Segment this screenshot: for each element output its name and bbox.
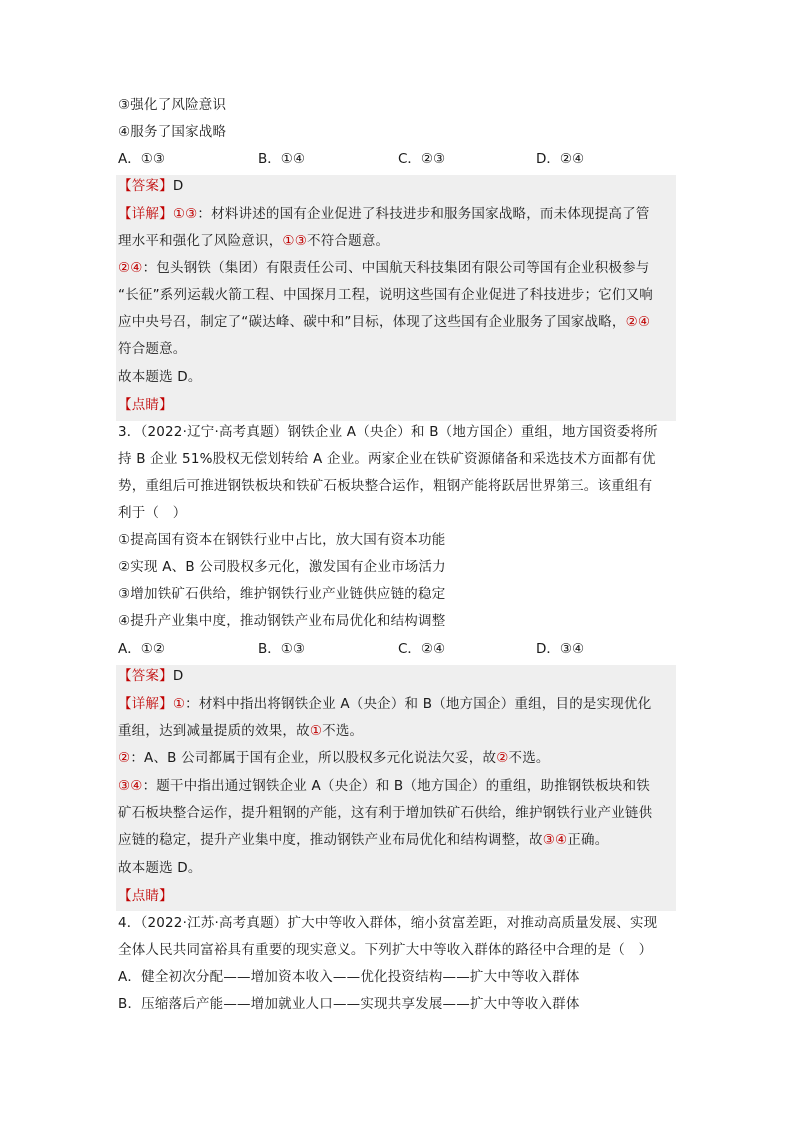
- detail-label: 【详解】: [118, 206, 173, 222]
- q4-stem-line-1: 4．（2022·江苏·高考真题）扩大中等收入群体，缩小贫富差距，对推动高质量发展、实现: [118, 915, 658, 931]
- answer-value: D: [172, 668, 184, 684]
- q3-item-1: ①提高国有资本在钢铁行业中占比，放大国有资本功能: [118, 532, 446, 548]
- q3-detail-line-5: 矿石板块整合运作，提升粗钢的产能，这有利于增加铁矿石供给，维护钢铁行业产业链供: [118, 805, 653, 821]
- q3-option-c: C．②④: [398, 641, 446, 657]
- q2-item-4: ④服务了国家战略: [118, 124, 227, 140]
- q2-detail-line-2: 理水平和强化了风险意识，①③不符合题意。: [118, 233, 390, 249]
- q3-detail-line-6: 应链的稳定，提升产业集中度，推动钢铁产业布局优化和结构调整，故③④正确。: [118, 832, 609, 848]
- q3-detail-line-4: ③④：题干中指出通过钢铁企业 A（央企）和 B（地方国企）的重组，助推钢铁板块和铁: [118, 778, 650, 794]
- q2-detail-line-5: 应中央号召，制定了“碳达峰、碳中和”目标，体现了这些国有企业服务了国家战略，②④: [118, 314, 651, 330]
- q2-answer: [118, 176, 183, 196]
- q2-option-d: D．②④: [536, 151, 585, 167]
- detail-label: 【详解】: [118, 696, 173, 712]
- answer-label: 【答案】: [118, 178, 173, 194]
- q3-option-b: B．①③: [258, 641, 305, 657]
- q3-stem-line-1: 3．（2022·辽宁·高考真题）钢铁企业 A（央企）和 B（地方国企）重组，地方国资委将所: [118, 424, 658, 440]
- q3-item-4: ④提升产业集中度，推动钢铁产业布局优化和结构调整: [118, 613, 446, 629]
- q2-comment-label: 【点睛】: [118, 397, 173, 413]
- q2-detail-line-1: 【详解】①③：材料讲述的国有企业促进了科技进步和服务国家战略，而未体现提高了管: [118, 206, 650, 222]
- q3-comment-label: 【点睛】: [118, 888, 173, 904]
- q3-conclusion: 故本题选 D。: [118, 860, 202, 876]
- detail-refs: ①③: [172, 206, 198, 222]
- q2-conclusion: 故本题选 D。: [118, 369, 202, 385]
- q4-stem-line-2: 全体人民共同富裕具有重要的现实意义。下列扩大中等收入群体的路径中合理的是（ ）: [118, 942, 653, 958]
- q2-detail-line-3: ②④：包头钢铁（集团）有限责任公司、中国航天科技集团有限公司等国有企业积极参与: [118, 260, 650, 276]
- q2-item-3: ③强化了风险意识: [118, 97, 227, 113]
- q3-stem-line-4: 利于（ ）: [118, 505, 187, 521]
- answer-label: 【答案】: [118, 668, 173, 684]
- q3-detail-line-3: ②：A、B 公司都属于国有企业，所以股权多元化说法欠妥，故②不选。: [118, 750, 550, 766]
- q3-answer: [118, 666, 183, 686]
- q2-option-c: C．②③: [398, 151, 446, 167]
- q4-option-b: B．压缩落后产能——增加就业人口——实现共享发展——扩大中等收入群体: [118, 996, 580, 1012]
- q3-detail-line-1: 【详解】①：材料中指出将钢铁企业 A（央企）和 B（地方国企）重组，目的是实现优化: [118, 696, 652, 712]
- q3-stem-line-2: 持 B 企业 51%股权无偿划转给 A 企业。两家企业在铁矿资源储备和采选技术方面都有优: [118, 451, 656, 467]
- q3-item-2: ②实现 A、B 公司股权多元化，激发国有企业市场活力: [118, 559, 446, 575]
- q2-option-a: A．①③: [118, 151, 165, 167]
- q3-option-a: A．①②: [118, 641, 165, 657]
- q3-stem-line-3: 势，重组后可推进钢铁板块和铁矿石板块整合运作，粗钢产能将跃居世界第三。该重组有: [118, 478, 653, 494]
- q3-option-d: D．③④: [536, 641, 585, 657]
- q3-item-3: ③增加铁矿石供给，维护钢铁行业产业链供应链的稳定: [118, 586, 446, 602]
- q2-detail-line-4: “长征”系列运载火箭工程、中国探月工程，说明这些国有企业促进了科技进步；它们又响: [118, 287, 653, 303]
- q2-option-b: B．①④: [258, 151, 305, 167]
- q2-detail-line-6: 符合题意。: [118, 341, 187, 357]
- q4-option-a: A．健全初次分配——增加资本收入——优化投资结构——扩大中等收入群体: [118, 969, 580, 985]
- answer-value: D: [172, 178, 184, 194]
- q3-detail-line-2: 重组，达到减量提质的效果，故①不选。: [118, 723, 364, 739]
